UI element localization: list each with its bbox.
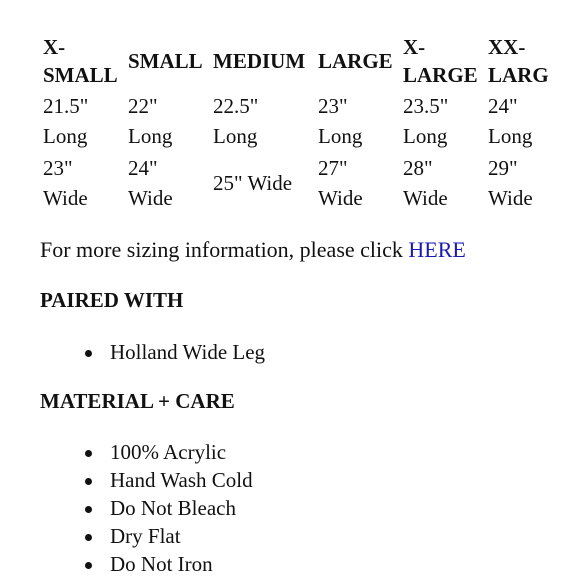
length-cell: 21.5" Long [43,94,89,148]
width-cell: 27" Wide [318,156,363,210]
list-item: Do Not Bleach [82,494,253,522]
length-cell: 23.5" Long [403,94,449,148]
width-cell: 24" Wide [128,156,173,210]
length-cell: 24" Long [488,94,533,148]
size-header-x-small: X- SMALL [43,35,118,87]
size-header-small: SMALL [128,49,203,73]
list-item: 100% Acrylic [82,438,253,466]
size-chart-table [40,32,560,214]
list-item: Do Not Iron [82,550,253,578]
sizing-here-link[interactable]: HERE [408,237,466,262]
width-cell: 23" Wide [43,156,88,210]
list-item: Dry Flat [82,522,253,550]
paired-with-heading: PAIRED WITH [40,288,184,312]
paired-with-list [82,338,265,366]
size-header-medium: MEDIUM [213,49,306,73]
sizing-info-label: For more sizing information, please click [40,237,409,262]
list-item: Holland Wide Leg [82,338,265,366]
size-header-large: LARGE [318,49,393,73]
sizing-info-text [40,237,466,263]
width-cell: 29" Wide [488,156,533,210]
size-header-x-large: X- LARGE [403,35,478,87]
size-header-row [40,32,560,90]
material-care-list [82,438,253,578]
material-care-heading: MATERIAL + CARE [40,389,235,413]
size-header-xx-large: XX- LARG [488,35,549,87]
length-cell: 23" Long [318,94,363,148]
list-item: Hand Wash Cold [82,466,253,494]
length-cell: 22.5" Long [213,94,259,148]
length-row [40,90,560,152]
width-row [40,152,560,214]
length-cell: 22" Long [128,94,173,148]
width-cell: 25" Wide [213,171,293,195]
width-cell: 28" Wide [403,156,448,210]
